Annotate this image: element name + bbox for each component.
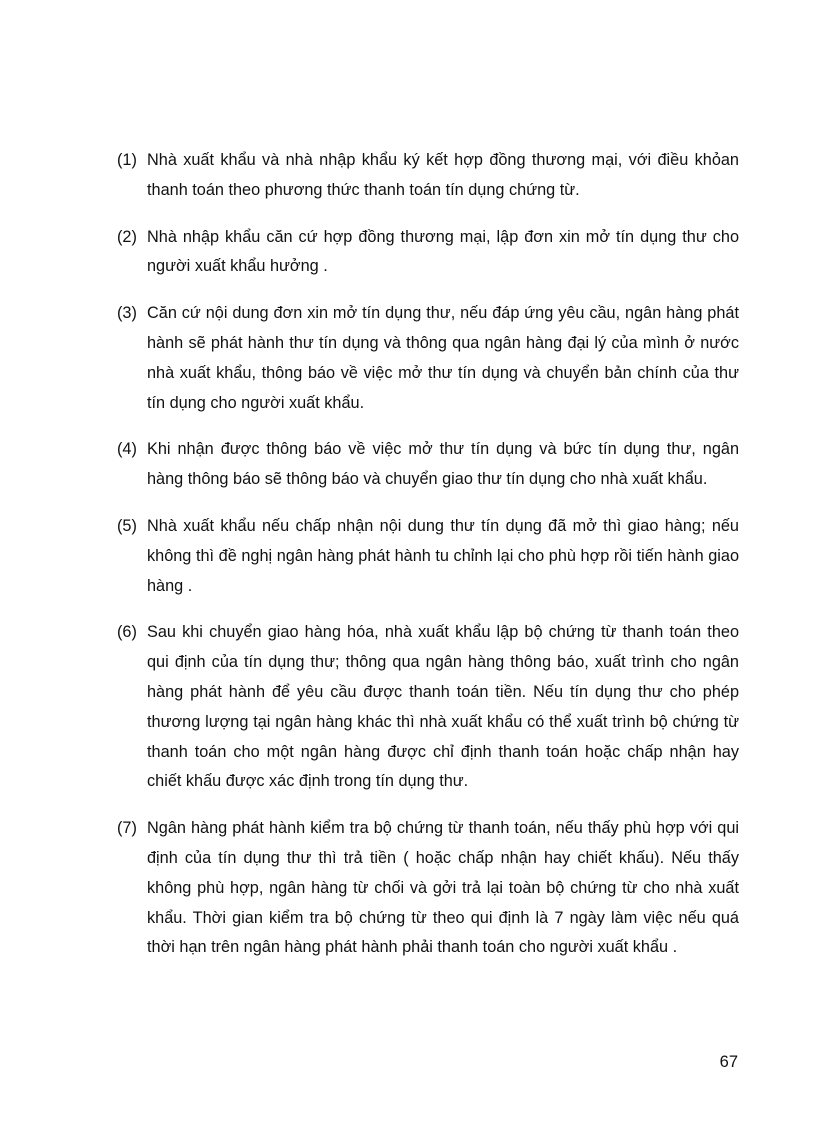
step-text: Ngân hàng phát hành kiểm tra bộ chứng từ thanh toán, nếu thấy phù hợp với qui định của tín dụng thư thì trả tiền ( hoặc chấp nhận hay chiết khấu). Nếu thấy không phù hợp, ngân hàng từ chối và gởi trả lại toàn bộ chứng từ cho nhà xuất khẩu. Thời gian kiểm tra bộ chứng từ theo qui định là 7 ngày làm việc nếu quá thời hạn trên ngân hàng phát hành phải thanh toán cho người xuất khẩu . <box>147 819 739 957</box>
step-number: (5) <box>117 516 137 535</box>
step-5 <box>117 512 739 601</box>
step-text: Căn cứ nội dung đơn xin mở tín dụng thư, nếu đáp ứng yêu cầu, ngân hàng phát hành sẽ phát hành thư tín dụng và thông qua ngân hàng đại lý của mình ở nước nhà xuất khẩu, thông báo về việc mở thư tín dụng và chuyển bản chính của thư tín dụng cho người xuất khẩu. <box>147 304 739 412</box>
step-2 <box>117 223 739 283</box>
step-text: Nhà xuất khẩu và nhà nhập khẩu ký kết hợp đồng thương mại, với điều khỏan thanh toán theo phương thức thanh toán tín dụng chứng từ. <box>147 151 739 199</box>
step-number: (1) <box>117 151 137 169</box>
step-number: (4) <box>117 440 137 459</box>
step-text: Nhà xuất khẩu nếu chấp nhận nội dung thư tín dụng đã mở thì giao hàng; nếu không thì đề nghị ngân hàng phát hành tu chỉnh lại cho phù hợp rồi tiến hành giao hàng . <box>147 516 739 595</box>
step-text: Nhà nhập khẩu căn cứ hợp đồng thương mại, lập đơn xin mở tín dụng thư cho người xuất khẩu hưởng . <box>147 227 739 276</box>
step-number: (2) <box>117 227 137 246</box>
step-number: (3) <box>117 304 137 323</box>
page-number: 67 <box>719 1053 738 1071</box>
step-6 <box>117 618 739 797</box>
step-text: Sau khi chuyển giao hàng hóa, nhà xuất khẩu lập bộ chứng từ thanh toán theo qui định của tín dụng thư; thông qua ngân hàng thông báo, xuất trình cho ngân hàng phát hành để yêu cầu được thanh toán tiền. Nếu tín dụng thư cho phép thương lượng tại ngân hàng khác thì nhà xuất khẩu có thể xuất trình bộ chứng từ thanh toán cho một ngân hàng được chỉ định thanh toán hoặc chấp nhận hay chiết khấu được xác định trong tín dụng thư. <box>147 623 739 791</box>
step-4 <box>117 435 739 495</box>
step-number: (7) <box>117 819 137 838</box>
step-1 <box>117 146 739 206</box>
step-7 <box>117 814 739 963</box>
step-3 <box>117 299 739 418</box>
step-text: Khi nhận được thông báo về việc mở thư tín dụng và bức tín dụng thư, ngân hàng thông báo sẽ thông báo và chuyển giao thư tín dụng cho nhà xuất khẩu. <box>147 440 739 489</box>
step-number: (6) <box>117 623 137 642</box>
process-steps-list <box>117 146 739 980</box>
